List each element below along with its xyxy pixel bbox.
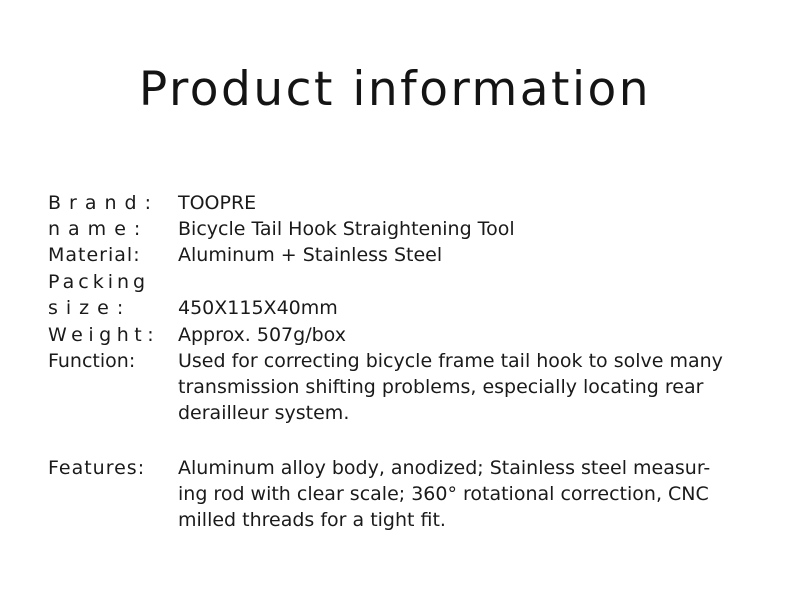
brand-label: Brand:: [48, 192, 159, 214]
function-line: transmission shifting problems, especially locating rear: [178, 376, 704, 398]
material-label: Material:: [48, 244, 141, 266]
weight-value: Approx. 507g/box: [178, 324, 346, 346]
features-value: [178, 455, 778, 533]
packing-label-line2: size:: [48, 297, 132, 319]
brand-value: TOOPRE: [178, 192, 257, 214]
features-line: milled threads for a tight fit.: [178, 509, 446, 531]
name-label: name:: [48, 218, 149, 240]
function-line: Used for correcting bicycle frame tail hook to solve many: [178, 350, 723, 372]
page-title: Product information: [138, 62, 652, 117]
packing-size-value: 450X115X40mm: [178, 297, 338, 319]
function-label: Function:: [48, 350, 136, 372]
function-value: [178, 348, 778, 426]
features-line: ing rod with clear scale; 360° rotational correction, CNC: [178, 483, 709, 505]
material-value: Aluminum + Stainless Steel: [178, 244, 443, 266]
function-line: derailleur system.: [178, 402, 350, 424]
features-label: Features:: [48, 457, 146, 479]
weight-label: Weight:: [48, 324, 160, 346]
features-line: Aluminum alloy body, anodized; Stainless steel measur-: [178, 457, 711, 479]
packing-label-line1: Packing: [48, 271, 150, 293]
name-value: Bicycle Tail Hook Straightening Tool: [178, 218, 515, 240]
